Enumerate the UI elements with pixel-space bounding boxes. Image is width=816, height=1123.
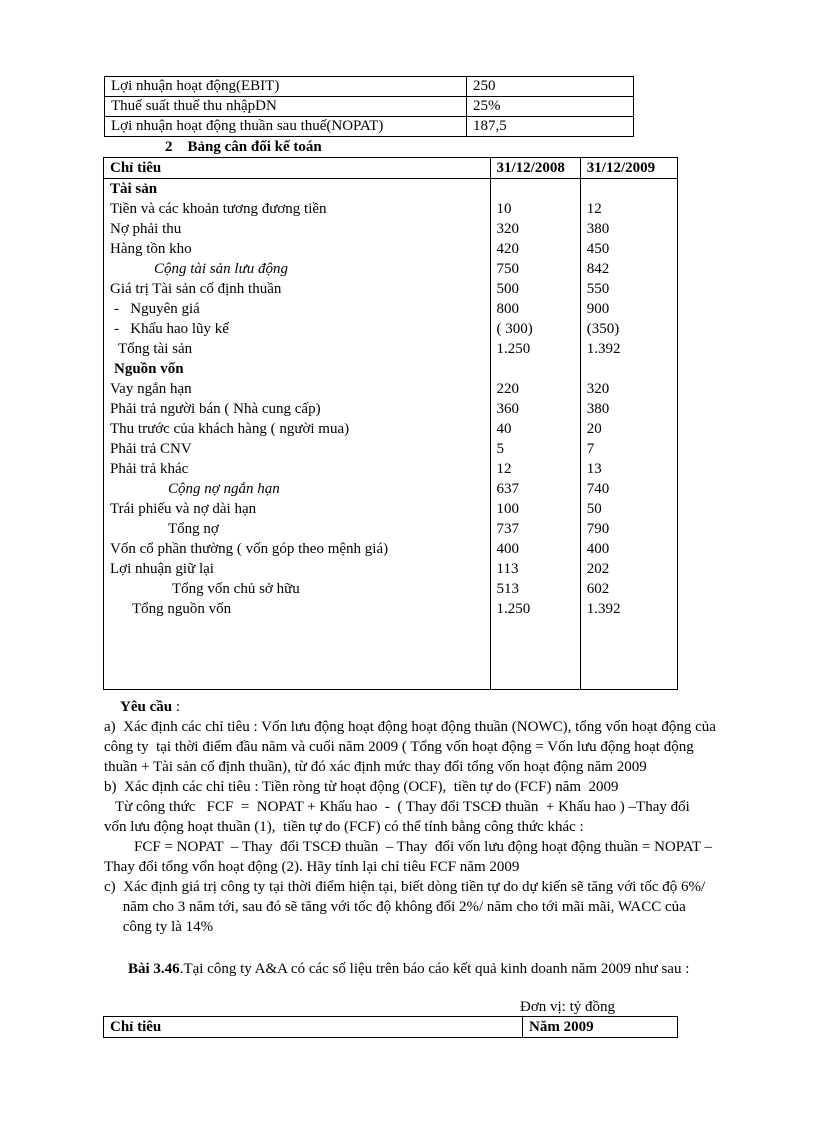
requirement-line: Thay đổi tổng vốn hoạt động (2). Hãy tính lại chỉ tiêu FCF năm 2009 xyxy=(104,859,520,875)
table-row xyxy=(104,459,678,479)
cell-2008: 113 xyxy=(490,559,580,579)
table-row xyxy=(104,299,678,319)
cell-2008: 100 xyxy=(490,499,580,519)
row-label: Thu trước của khách hàng ( người mua) xyxy=(104,419,491,439)
cell-2008: 5 xyxy=(490,439,580,459)
table-row xyxy=(104,279,678,299)
cell-2008: 737 xyxy=(490,519,580,539)
group-label: Tài sản xyxy=(104,179,491,200)
table-row xyxy=(104,179,678,200)
total-label: Tổng tài sản xyxy=(104,339,491,359)
cell-2008: 12 xyxy=(490,459,580,479)
row-label: Lợi nhuận giữ lại xyxy=(104,559,491,579)
cell-2008: 10 xyxy=(490,199,580,219)
cell-2009: 320 xyxy=(586,381,610,397)
cell-2009: 1.392 xyxy=(586,601,621,617)
row-label: Trái phiếu và nợ dài hạn xyxy=(104,499,491,519)
header-indicator: Chỉ tiêu xyxy=(104,1017,523,1038)
total-label: Tổng nguồn vốn xyxy=(104,599,491,619)
requirement-line: FCF = NOPAT – Thay đổi TSCĐ thuần – Thay đổi vốn lưu động hoạt động thuần = NOPAT – xyxy=(104,839,713,855)
income-summary-table xyxy=(104,76,634,137)
row-label: - Nguyên giá xyxy=(104,299,491,319)
table-row xyxy=(105,97,634,117)
row-label: Lợi nhuận hoạt động(EBIT) xyxy=(105,77,467,97)
section-heading xyxy=(165,138,322,156)
requirements-title: Yêu cầu xyxy=(120,699,173,715)
table-row xyxy=(104,519,678,539)
requirement-line: Từ công thức FCF = NOPAT + Khấu hao - ( Thay đổi TSCĐ thuần + Khấu hao ) –Thay đổi xyxy=(104,799,690,815)
total-label: Tổng vốn chủ sở hữu xyxy=(104,579,491,599)
table-row xyxy=(104,539,678,559)
row-label: Phải trả người bán ( Nhà cung cấp) xyxy=(104,399,491,419)
row-label: Lợi nhuận hoạt động thuần sau thuế(NOPAT) xyxy=(105,117,467,137)
requirement-line: thuần + Tài sản cố định thuần), từ đó xác định mức thay đổi tổng vốn hoạt động năm 2009 xyxy=(104,759,647,775)
row-label: Vay ngắn hạn xyxy=(104,379,491,399)
cell-2008: 420 xyxy=(490,239,580,259)
table-row xyxy=(104,579,678,599)
row-label: Vốn cổ phần thường ( vốn góp theo mệnh giá) xyxy=(104,539,491,559)
cell-2009: 202 xyxy=(586,561,610,577)
group-label: Nguồn vốn xyxy=(104,359,491,379)
cell-2009 xyxy=(580,179,677,200)
requirement-line: c) Xác định giá trị công ty tại thời điểm hiện tại, biết dòng tiền tự do dự kiến sẽ tăng với tốc độ 6%/ xyxy=(104,879,706,895)
cell-2009 xyxy=(580,359,677,379)
requirements-heading xyxy=(120,697,180,717)
table-row xyxy=(104,339,678,359)
exercise-number: Bài 3.46 xyxy=(128,961,180,977)
cell-2009: 550 xyxy=(586,281,610,297)
header-2008: 31/12/2008 xyxy=(490,158,580,179)
cell-2009: 900 xyxy=(586,301,610,317)
row-label: Phải trả CNV xyxy=(104,439,491,459)
table-row xyxy=(104,259,678,279)
cell-2009: 20 xyxy=(586,421,602,437)
row-value: 187,5 xyxy=(467,117,634,137)
subtotal-label: Cộng tài sản lưu động xyxy=(104,259,491,279)
table-row xyxy=(104,599,678,619)
cell-2008 xyxy=(490,179,580,200)
results-table xyxy=(103,1016,678,1038)
table-row xyxy=(104,399,678,419)
cell-2009: 450 xyxy=(586,241,610,257)
cell-2009: 842 xyxy=(586,261,610,277)
table-row xyxy=(104,219,678,239)
cell-2008: 1.250 xyxy=(490,339,580,359)
cell-2008: 400 xyxy=(490,539,580,559)
table-header-row xyxy=(104,1017,678,1038)
section-number: 2 xyxy=(165,139,173,155)
table-header-row xyxy=(104,158,678,179)
cell-2009: 740 xyxy=(586,481,610,497)
cell-2009: 13 xyxy=(586,461,602,477)
cell-2008: ( 300) xyxy=(490,319,580,339)
table-row xyxy=(104,239,678,259)
cell-2008 xyxy=(490,359,580,379)
cell-2008: 637 xyxy=(490,479,580,499)
cell-2008: 1.250 xyxy=(490,599,580,619)
exercise-intro xyxy=(128,959,689,979)
row-label: - Khấu hao lũy kế xyxy=(104,319,491,339)
requirement-line: năm cho 3 năm tới, sau đó sẽ tăng với tốc độ không đổi 2%/ năm cho tới mãi mãi, WACC của xyxy=(104,899,686,915)
table-row xyxy=(104,199,678,219)
total-label: Tổng nợ xyxy=(104,519,491,539)
table-row xyxy=(104,319,678,339)
cell-2009: 602 xyxy=(586,581,610,597)
table-empty-row xyxy=(104,619,678,690)
section-title: Bảng cân đối kế toán xyxy=(187,139,322,155)
header-indicator: Chỉ tiêu xyxy=(104,158,491,179)
cell-2008: 320 xyxy=(490,219,580,239)
header-2009: 31/12/2009 xyxy=(580,158,677,179)
table-row xyxy=(104,439,678,459)
table-row xyxy=(104,419,678,439)
cell-2009: 400 xyxy=(586,541,610,557)
row-label: Tiền và các khoản tương đương tiền xyxy=(104,199,491,219)
cell-2008: 220 xyxy=(490,379,580,399)
row-value: 25% xyxy=(467,97,634,117)
table-row xyxy=(104,379,678,399)
row-value: 250 xyxy=(467,77,634,97)
header-year: Năm 2009 xyxy=(523,1017,678,1038)
cell-2008: 750 xyxy=(490,259,580,279)
requirement-line: công ty là 14% xyxy=(104,919,214,935)
row-label: Hàng tồn kho xyxy=(104,239,491,259)
table-row xyxy=(105,77,634,97)
row-label: Giá trị Tài sản cố định thuần xyxy=(104,279,491,299)
subtotal-label: Cộng nợ ngắn hạn xyxy=(104,479,491,499)
cell-2009: 7 xyxy=(586,441,595,457)
cell-2008: 40 xyxy=(490,419,580,439)
cell-2008: 800 xyxy=(490,299,580,319)
table-row xyxy=(104,559,678,579)
cell-2008: 500 xyxy=(490,279,580,299)
table-row xyxy=(104,479,678,499)
table-row xyxy=(104,359,678,379)
requirement-line: công ty tại thời điểm đầu năm và cuối năm 2009 ( Tổng vốn hoạt động = Vốn lưu động hoạt động xyxy=(104,739,694,755)
unit-note: Đơn vị: tỷ đồng xyxy=(520,999,616,1015)
requirement-line: b) Xác định các chỉ tiêu : Tiền ròng từ hoạt động (OCF), tiền tự do (FCF) năm 2009 xyxy=(104,779,619,795)
cell-2009: 50 xyxy=(586,501,602,517)
row-label: Phải trả khác xyxy=(104,459,491,479)
cell-2009: 380 xyxy=(586,221,610,237)
row-label: Nợ phải thu xyxy=(104,219,491,239)
row-label: Thuế suất thuế thu nhậpDN xyxy=(105,97,467,117)
cell-2008: 513 xyxy=(490,579,580,599)
cell-2009: 1.392 xyxy=(586,341,621,357)
requirement-line: vốn lưu động hoạt thuần (1), tiền tự do (FCF) có thể tính bằng công thức khác : xyxy=(104,819,584,835)
cell-2009: 380 xyxy=(586,401,610,417)
exercise-text: .Tại công ty A&A có các số liệu trên báo cáo kết quả kinh doanh năm 2009 như sau : xyxy=(179,961,690,977)
table-row xyxy=(104,499,678,519)
cell-2009: 790 xyxy=(586,521,610,537)
cell-2008: 360 xyxy=(490,399,580,419)
table-row xyxy=(105,117,634,137)
requirement-line: a) Xác định các chỉ tiêu : Vốn lưu động hoạt động hoạt động thuần (NOWC), tổng vốn hoạt động của xyxy=(104,719,716,735)
balance-sheet-table xyxy=(103,157,678,690)
cell-2009: (350) xyxy=(586,321,620,337)
requirements-colon: : xyxy=(172,699,181,715)
cell-2009: 12 xyxy=(586,201,602,217)
